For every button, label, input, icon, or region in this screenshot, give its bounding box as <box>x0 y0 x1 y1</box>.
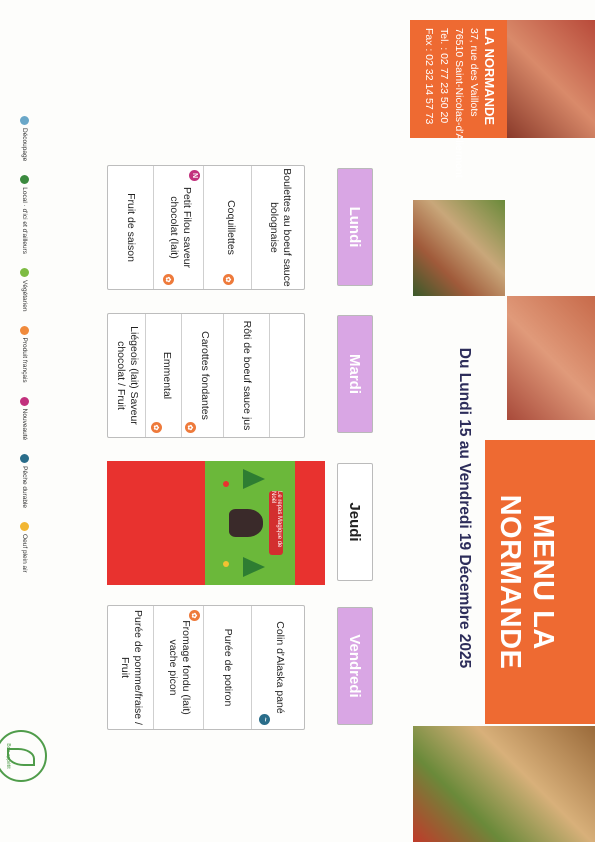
list-item: Fruit de saison <box>125 193 138 262</box>
produit-francais-icon: ✿ <box>189 610 200 621</box>
tab-vendredi: Vendredi <box>337 607 373 725</box>
menu-subtitle: Du Lundi 15 au Vendredi 19 Décembre 2025 <box>456 347 473 669</box>
list-item <box>274 314 300 437</box>
tree-icon <box>243 557 265 577</box>
divider <box>153 166 154 289</box>
list-item: Coquillettes <box>225 200 238 255</box>
legend-item <box>21 522 30 573</box>
decoupage-icon <box>21 116 30 125</box>
card-mardi <box>107 313 305 438</box>
vegetarien-icon <box>21 268 30 277</box>
legend-label: Découpage <box>21 128 29 162</box>
list-item: Carottes fondantes <box>199 331 212 420</box>
peche-durable-icon <box>21 454 30 463</box>
legend-item <box>21 116 30 161</box>
title-banner <box>485 440 595 724</box>
address-line-1: 37, rue des Vaillots <box>468 28 480 117</box>
divider <box>269 314 270 437</box>
legend-item <box>21 454 30 508</box>
tree-icon <box>243 469 265 489</box>
legend-label: Produit français <box>21 337 29 383</box>
phone: Tel. : 02 77 23 50 20 <box>438 28 450 124</box>
divider <box>181 314 182 437</box>
divider <box>203 606 204 729</box>
produit-francais-icon: ✿ <box>163 274 174 285</box>
list-item: Purée de potiron <box>222 628 235 707</box>
legend-label: Végétarien <box>21 280 29 312</box>
menu-title: MENU LA NORMANDE <box>494 494 559 670</box>
list-item: Fromage fondu (lait) vache picon <box>167 620 192 715</box>
restaurant-name: LA NORMANDE <box>482 28 497 126</box>
list-item: Purée de pomme/fraise / Fruit <box>119 610 144 725</box>
list-item: Rôti de boeuf sauce jus <box>241 320 254 431</box>
card-lundi <box>107 165 305 290</box>
list-item: Boulettes au boeuf sauce bolognaise <box>268 168 293 287</box>
local-icon <box>21 175 30 184</box>
card-vendredi <box>107 605 305 730</box>
nouveaute-icon: N <box>189 170 200 181</box>
child-with-apples-photo <box>413 726 595 842</box>
peche-durable-icon: ~ <box>259 714 270 725</box>
mascot-icon <box>229 509 263 537</box>
bauble-icon <box>223 481 229 487</box>
oeuf-plein-air-icon <box>21 522 30 531</box>
divider <box>153 606 154 729</box>
list-item: Liégeois (lait) Saveur chocolat / Fruit <box>115 326 140 425</box>
produit-francais-icon: ✿ <box>185 422 196 433</box>
legend-item <box>21 326 30 383</box>
nouveaute-icon <box>21 397 30 406</box>
legend-label: Pêche durable <box>21 466 29 509</box>
legend-item <box>21 268 30 311</box>
fax: Fax : 02 32 14 57 73 <box>423 28 435 125</box>
logo-text: Bon appétit <box>5 743 11 769</box>
legend <box>15 116 35 573</box>
divider <box>251 606 252 729</box>
restaurant-logo <box>0 730 47 782</box>
divider <box>223 314 224 437</box>
list-item: Petit Filou saveur chocolat (lait) <box>168 186 193 269</box>
christmas-illustration <box>107 461 325 585</box>
leaf-icon <box>7 748 35 766</box>
produit-francais-icon <box>21 326 30 335</box>
apples-photo <box>507 296 595 420</box>
tab-lundi: Lundi <box>337 168 373 286</box>
legend-label: Local · d'ici et d'ailleurs <box>21 187 29 255</box>
legend-label: Oeuf plein air <box>21 534 29 573</box>
list-item: Emmental <box>161 351 174 400</box>
produit-francais-icon: ✿ <box>151 422 162 433</box>
legend-label: Nouveauté <box>21 408 29 441</box>
orchard-photo <box>507 20 595 138</box>
legend-item <box>21 175 30 254</box>
legend-item <box>21 397 30 440</box>
bauble-icon <box>223 561 229 567</box>
tab-jeudi: Jeudi <box>337 463 373 581</box>
divider <box>145 314 146 437</box>
divider <box>251 166 252 289</box>
children-photo <box>413 200 505 296</box>
christmas-banner: Le repas Magique de Noël <box>269 491 283 555</box>
produit-francais-icon: ✿ <box>223 274 234 285</box>
list-item: Colin d'Alaska pané <box>274 621 287 714</box>
address-line-2: 76510 Saint-Nicolas-d'Aliermont <box>453 28 465 178</box>
tab-mardi: Mardi <box>337 315 373 433</box>
divider <box>203 166 204 289</box>
